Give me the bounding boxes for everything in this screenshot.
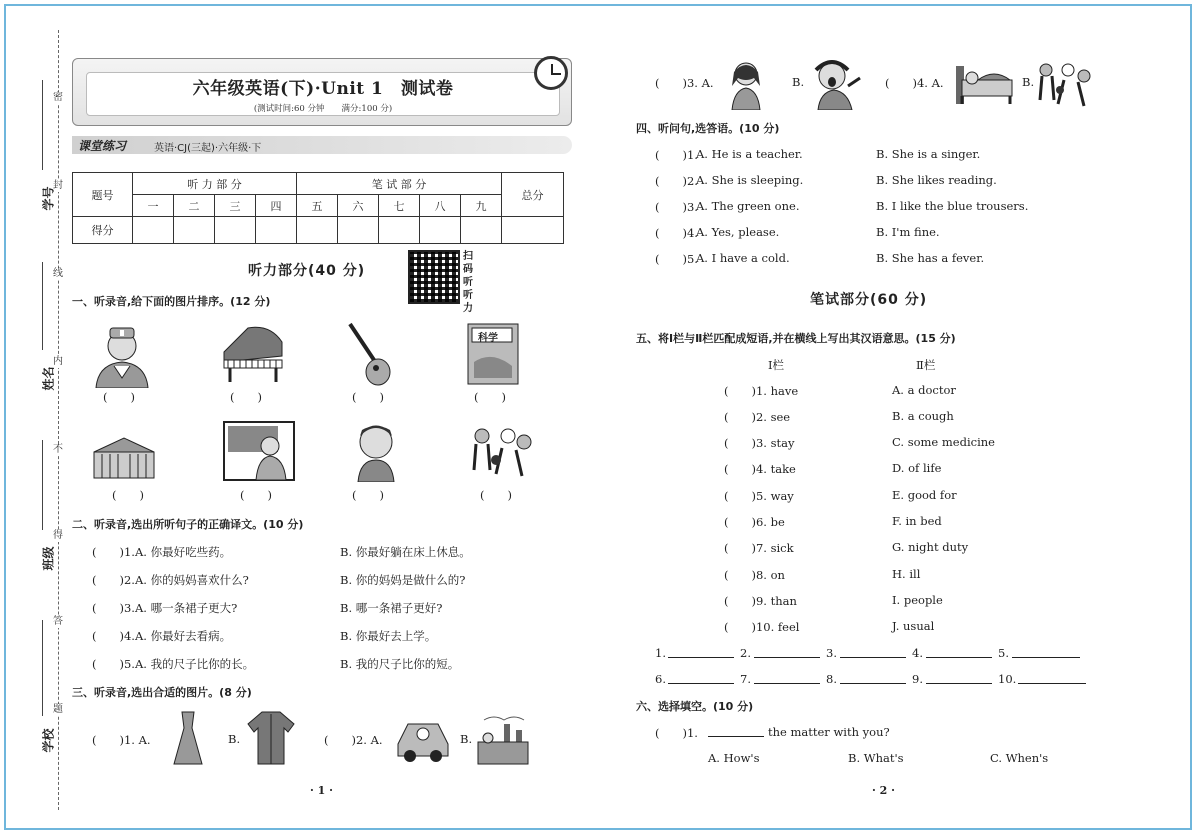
listening-header: 听 力 部 分 [133,173,297,195]
margin-char: 题 [53,704,63,715]
question-number[interactable]: ( )4. A. [885,76,944,90]
match-option: I. people [892,593,943,607]
section-3-title: 三、听录音,选出合适的图片。(8 分) [72,686,252,699]
answer-blank[interactable] [840,672,906,684]
student-id-label: 学号 [41,186,56,211]
question-number[interactable]: ( )4. [92,629,135,643]
alarm-clock-icon [534,56,568,90]
answer-blank[interactable] [754,646,820,658]
answer-blank[interactable] [926,646,992,658]
margin-char: 密 [53,92,63,103]
question-number[interactable]: ( )2. [655,174,698,188]
match-option: D. of life [892,461,942,475]
test-info: (测试时间:60 分钟 满分:100 分) [253,104,393,114]
option-a: A. 你的妈妈喜欢什么? [135,573,249,587]
match-option: A. a doctor [892,383,956,397]
page-title: 六年级英语(下)·Unit 1 测试卷 [192,79,454,99]
question-number[interactable]: ( )5. [655,252,698,266]
option-b: B. I'm fine. [876,225,940,239]
section-number: 四 [256,195,297,217]
answer-paren[interactable]: ( ) [103,390,135,404]
answer-paren[interactable]: ( ) [352,488,384,502]
section-6-title: 六、选择填空。(10 分) [636,700,754,713]
match-item[interactable]: ( )4. take [724,462,796,476]
total-header: 总分 [502,173,564,217]
option-b: B. She is a singer. [876,147,981,161]
answer-blank[interactable] [668,672,734,684]
score-table [72,172,564,244]
teacher-picture [222,420,296,482]
column-2-header: Ⅱ栏 [916,358,936,372]
score-cell[interactable] [502,217,564,244]
banner-logo: 课堂练习 [78,139,127,153]
score-cell[interactable] [461,217,502,244]
option-a: A. 你最好去看病。 [135,629,232,643]
blank-label: 3. [826,646,837,660]
factory-picture [474,712,530,766]
option-b-label: B. [460,732,473,746]
sleeping-picture [954,60,1014,106]
match-item[interactable]: ( )9. than [724,594,797,608]
answer-paren[interactable]: ( ) [112,488,144,502]
score-cell[interactable] [379,217,420,244]
option-b: B. 我的尺子比你的短。 [340,657,460,671]
answer-blank[interactable] [1018,672,1086,684]
margin-char: 得 [53,530,63,541]
question-number[interactable]: ( )3. [655,200,698,214]
option-a: A. 我的尺子比你的长。 [135,657,255,671]
blank-label: 8. [826,672,837,686]
option-a: A. How's [708,751,760,765]
section-number: 一 [133,195,174,217]
column-1-header: Ⅰ栏 [768,358,785,372]
option-a: A. 哪一条裙子更大? [135,601,238,615]
girl-picture [726,58,766,110]
question-number[interactable]: ( )1. A. [92,733,151,747]
blank-label: 9. [912,672,923,686]
option-c: C. When's [990,751,1049,765]
answer-paren[interactable]: ( ) [480,488,512,502]
name-label: 姓名 [41,366,56,391]
option-b-label: B. [792,75,805,89]
question-number[interactable]: ( )5. [92,657,135,671]
match-item[interactable]: ( )3. stay [724,436,795,450]
section-1-title: 一、听录音,给下面的图片排序。(12 分) [72,295,271,308]
match-option: H. ill [892,567,921,581]
class-label: 班级 [41,546,56,571]
question-number[interactable]: ( )4. [655,226,698,240]
match-option: F. in bed [892,514,942,528]
banner [72,136,572,154]
option-a: A. The green one. [696,199,800,213]
blank-label: 7. [740,672,751,686]
option-b: B. She has a fever. [876,251,985,265]
margin-char: 内 [53,356,63,367]
question-number[interactable]: ( )1. [655,148,698,162]
answer-blank[interactable] [668,646,734,658]
option-b-label: B. [228,732,241,746]
answer-paren[interactable]: ( ) [230,390,262,404]
option-a: A. Yes, please. [696,225,780,239]
book-label: 科学 [478,333,498,344]
shirt-picture [246,710,296,766]
margin-char: 线 [53,268,63,279]
section-number: 八 [420,195,461,217]
writing-part-title: 笔试部分(60 分) [810,292,928,308]
scared-girl-picture [808,56,862,110]
match-item[interactable]: ( )1. have [724,384,799,398]
margin-char: 答 [53,616,63,627]
option-a: A. 你最好吃些药。 [135,545,232,559]
answer-paren[interactable]: ( ) [240,488,272,502]
dress-picture [172,710,204,766]
page-number-2: · 2 · [872,784,895,797]
section-number: 六 [338,195,379,217]
blank-label: 4. [912,646,923,660]
margin-char: 封 [53,180,63,191]
score-row-label: 得分 [73,217,133,244]
fill-blank[interactable] [708,725,764,737]
nurse-picture [90,320,154,388]
match-item[interactable]: ( )2. see [724,410,791,424]
option-b: B. I like the blue trousers. [876,199,1029,213]
answer-blank[interactable] [754,672,820,684]
match-item[interactable]: ( )5. way [724,489,794,503]
answer-blank[interactable] [840,646,906,658]
section-2-title: 二、听录音,选出所听句子的正确译文。(10 分) [72,518,304,531]
section-number: 二 [174,195,215,217]
blank-label: 2. [740,646,751,660]
football-kids-picture [1034,60,1092,108]
question-text: the matter with you? [768,725,890,739]
option-b: B. She likes reading. [876,173,997,187]
name-blank[interactable] [42,262,43,350]
section-number: 七 [379,195,420,217]
question-number[interactable]: ( )1. [92,545,135,559]
margin-char: 不 [53,444,63,455]
building-picture [90,436,158,480]
option-a: A. I have a cold. [696,251,790,265]
school-label: 学校 [41,728,56,753]
option-b: B. What's [848,751,904,765]
score-cell[interactable] [133,217,174,244]
question-number[interactable]: ( )2. A. [324,733,383,747]
score-cell[interactable] [174,217,215,244]
class-blank[interactable] [42,440,43,530]
section-number: 三 [215,195,256,217]
page-frame [4,4,1192,830]
match-option: E. good for [892,488,957,502]
football-kids-picture [466,424,534,480]
match-option: J. usual [892,619,935,633]
student-id-blank[interactable] [42,80,43,170]
school-blank[interactable] [42,620,43,716]
match-item[interactable]: ( )8. on [724,568,785,582]
match-item[interactable]: ( )10. feel [724,620,800,634]
option-b: B. 哪一条裙子更好? [340,601,443,615]
sick-boy-picture [352,420,400,482]
listening-part-title: 听力部分(40 分) [248,263,366,279]
match-item[interactable]: ( )6. be [724,515,785,529]
answer-blank[interactable] [926,672,992,684]
option-a: A. She is sleeping. [696,173,804,187]
question-number[interactable]: ( )1. [655,726,698,740]
option-b: B. 你的妈妈是做什么的? [340,573,466,587]
match-option: B. a cough [892,409,954,423]
writing-header: 笔 试 部 分 [297,173,502,195]
score-cell[interactable] [256,217,297,244]
qr-code-icon[interactable] [408,250,460,304]
match-option: G. night duty [892,540,969,554]
blank-label: 10. [998,672,1017,686]
match-item[interactable]: ( )7. sick [724,541,794,555]
section-number: 九 [461,195,502,217]
section-number: 五 [297,195,338,217]
question-number[interactable]: ( )2. [92,573,135,587]
blank-label: 5. [998,646,1009,660]
blank-label: 1. [655,646,666,660]
blank-label: 6. [655,672,666,686]
qr-label: 扫码听听力 [463,251,473,314]
piano-picture [218,322,288,384]
option-b-label: B. [1022,75,1035,89]
science-book-picture [466,322,522,386]
question-number[interactable]: ( )3. A. [655,76,714,90]
score-col-header: 题号 [73,173,133,217]
page-number-1: · 1 · [310,784,333,797]
section-4-title: 四、听问句,选答语。(10 分) [636,122,780,135]
option-b: B. 你最好去上学。 [340,629,437,643]
score-cell[interactable] [215,217,256,244]
answer-blank[interactable] [1012,646,1080,658]
car-picture [394,714,452,764]
score-cell[interactable] [420,217,461,244]
match-option: C. some medicine [892,435,995,449]
score-cell[interactable] [338,217,379,244]
banner-text: 英语·CJ(三起)·六年级·下 [154,143,262,154]
option-a: A. He is a teacher. [696,147,803,161]
option-b: B. 你最好躺在床上休息。 [340,545,471,559]
score-cell[interactable] [297,217,338,244]
question-number[interactable]: ( )3. [92,601,135,615]
guitar-picture [344,320,394,388]
answer-paren[interactable]: ( ) [474,390,506,404]
binding-line [58,30,59,810]
section-5-title: 五、将Ⅰ栏与Ⅱ栏匹配成短语,并在横线上写出其汉语意思。(15 分) [636,332,956,345]
answer-paren[interactable]: ( ) [352,390,384,404]
